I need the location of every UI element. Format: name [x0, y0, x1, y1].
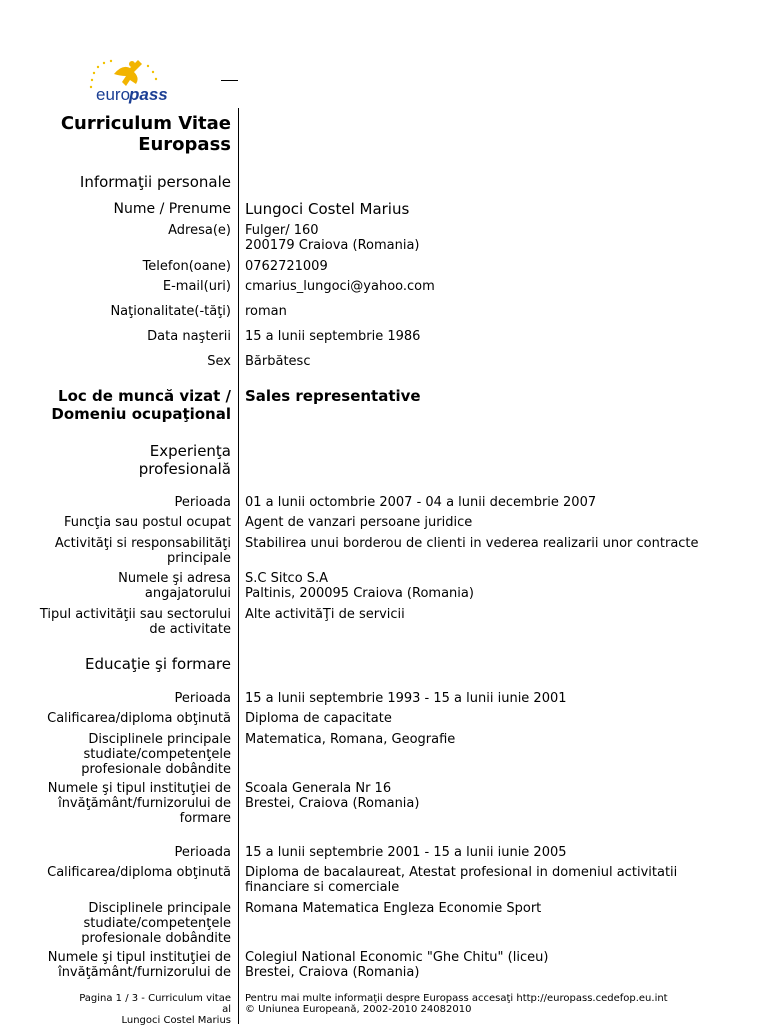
exp-employer-label-line2: angajatorului [144, 586, 231, 601]
footer-page-line2: al [222, 1004, 231, 1015]
exp-employer-label-line1: Numele şi adresa [118, 571, 231, 586]
footer-page-line3: Lungoci Costel Marius [121, 1015, 231, 1026]
edu2-institution-label-line2: învăţământ/furnizorului de [58, 965, 231, 980]
edu1-subjects-label-line2: studiate/competenţele [83, 747, 231, 762]
exp-employer-value-line2: Paltinis, 200095 Craiova (Romania) [245, 586, 474, 601]
edu2-qualification-label: Calificarea/diploma obţinută [47, 865, 231, 880]
desired-job-heading-line1: Loc de muncă vizat / [58, 387, 231, 405]
edu2-subjects-label-line2: studiate/competenţele [83, 916, 231, 931]
edu1-institution-value-line2: Brestei, Craiova (Romania) [245, 796, 420, 811]
edu1-subjects-value: Matematica, Romana, Geografie [245, 732, 456, 747]
footer-copyright: © Uniunea Europeană, 2002-2010 24082010 [245, 1004, 472, 1015]
exp-activities-value: Stabilirea unui borderou de clienti in vederea realizarii unor contracte [245, 536, 699, 551]
experience-heading-line2: profesională [138, 460, 231, 478]
nationality-label: Naţionalitate(-tăţi) [110, 304, 231, 319]
footer-info-line1: Pentru mai multe informaţii despre Europass accesaţi http://europass.cedefop.eu.int [245, 993, 668, 1004]
europass-logo-graphic [86, 56, 196, 106]
sex-label: Sex [207, 354, 231, 369]
desired-job-value: Sales representative [245, 387, 421, 405]
svg-text:pass: pass [129, 85, 168, 104]
address-label: Adresa(e) [168, 223, 231, 238]
nationality-value: roman [245, 304, 287, 319]
birthdate-value: 15 a lunii septembrie 1986 [245, 329, 421, 344]
footer-page-line1: Pagina 1 / 3 - Curriculum vitae [79, 993, 231, 1004]
edu2-institution-value-line2: Brestei, Craiova (Romania) [245, 965, 420, 980]
edu1-qualification-value: Diploma de capacitate [245, 711, 392, 726]
edu1-subjects-label-line1: Disciplinele principale [88, 732, 231, 747]
edu2-subjects-label-line3: profesionale dobândite [81, 931, 231, 946]
header-dash [221, 80, 238, 81]
svg-text:euro: euro [96, 85, 131, 104]
exp-sector-label-line1: Tipul activităţii sau sectorului [39, 607, 231, 622]
edu1-institution-value-line1: Scoala Generala Nr 16 [245, 781, 392, 796]
experience-heading-line1: Experienţa [149, 442, 231, 460]
edu2-subjects-label-line1: Disciplinele principale [88, 901, 231, 916]
edu1-institution-label-line2: învăţământ/furnizorului de [58, 796, 231, 811]
phone-value: 0762721009 [245, 259, 328, 274]
address-line2: 200179 Craiova (Romania) [245, 238, 420, 253]
name-label: Nume / Prenume [113, 201, 231, 217]
education-heading: Educaţie şi formare [85, 655, 231, 673]
sex-value: Bărbătesc [245, 354, 311, 369]
cv-title-line2: Europass [138, 134, 231, 155]
phone-label: Telefon(oane) [142, 259, 231, 274]
birthdate-label: Data naşterii [147, 329, 231, 344]
personal-heading: Informaţii personale [79, 173, 231, 191]
exp-position-label: Funcţia sau postul ocupat [63, 515, 231, 530]
edu1-period-value: 15 a lunii septembrie 1993 - 15 a lunii iunie 2001 [245, 691, 567, 706]
edu1-institution-label-line3: formare [179, 811, 231, 826]
exp-employer-value-line1: S.C Sitco S.A [245, 571, 329, 586]
edu1-qualification-label: Calificarea/diploma obţinută [47, 711, 231, 726]
name-value: Lungoci Costel Marius [245, 200, 410, 218]
cv-title-line1: Curriculum Vitae [60, 113, 231, 134]
email-label: E-mail(uri) [162, 279, 231, 294]
edu1-institution-label-line1: Numele şi tipul instituţiei de [47, 781, 231, 796]
edu2-subjects-value: Romana Matematica Engleza Economie Sport [245, 901, 542, 916]
europass-logo [86, 56, 196, 106]
exp-sector-label-line2: de activitate [149, 622, 231, 637]
column-separator [238, 108, 239, 1024]
edu2-institution-label-line1: Numele şi tipul instituţiei de [47, 950, 231, 965]
exp-period-label: Perioada [174, 495, 231, 510]
edu2-qualification-value-line2: financiare si comerciale [245, 880, 400, 895]
exp-position-value: Agent de vanzari persoane juridice [245, 515, 473, 530]
edu1-subjects-label-line3: profesionale dobândite [81, 762, 231, 777]
edu2-institution-value-line1: Colegiul National Economic "Ghe Chitu" (liceu) [245, 950, 549, 965]
address-line1: Fulger/ 160 [245, 223, 319, 238]
email-value: cmarius_lungoci@yahoo.com [245, 279, 435, 294]
edu2-period-label: Perioada [174, 845, 231, 860]
edu2-period-value: 15 a lunii septembrie 2001 - 15 a lunii iunie 2005 [245, 845, 567, 860]
exp-activities-label-line1: Activităţi si responsabilităţi [54, 536, 231, 551]
desired-job-heading-line2: Domeniu ocupaţional [51, 405, 231, 423]
exp-activities-label-line2: principale [166, 551, 231, 566]
edu1-period-label: Perioada [174, 691, 231, 706]
exp-period-value: 01 a lunii octombrie 2007 - 04 a lunii decembrie 2007 [245, 495, 597, 510]
edu2-qualification-value-line1: Diploma de bacalaureat, Atestat profesional in domeniul activitatii [245, 865, 678, 880]
exp-sector-value: Alte activităŢi de servicii [245, 607, 405, 622]
